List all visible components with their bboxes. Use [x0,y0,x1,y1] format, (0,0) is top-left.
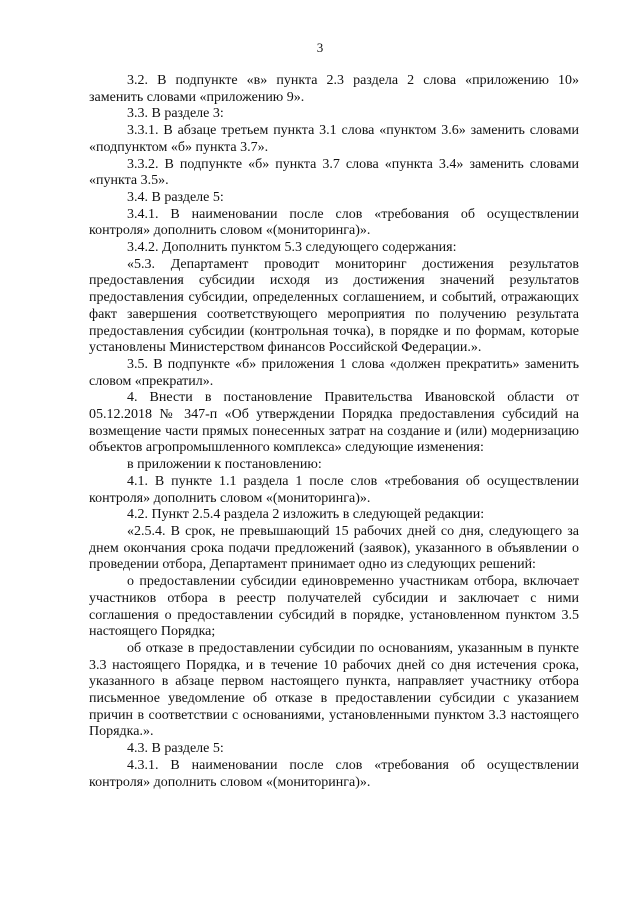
paragraph-3-3: 3.3. В разделе 3: [127,106,224,122]
paragraph-5-3-quote: «5.3. Департамент проводит мониторинг достижения результатов предоставления субсидии исходя из достижения значений результатов предоставления субсидии, определенных соглашением, и событий, отражающих факт завершения соответствующего мероприятия по получению результата предоставления субсидии (контрольная точка), в порядке и по формам, которые установлены Министерством финансов Российской Федерации.». [89,256,579,356]
paragraph-4-2: 4.2. Пункт 2.5.4 раздела 2 изложить в следующей редакции: [127,507,485,523]
paragraph-3-4-1: 3.4.1. В наименовании после слов «требования об осуществлении контроля» дополнить словом «(мониторинга)». [89,206,579,239]
paragraph-3-4: 3.4. В разделе 5: [127,189,224,205]
paragraph-in-appendix: в приложении к постановлению: [127,457,322,473]
document-body [89,73,579,791]
paragraph-4-3-1: 4.3.1. В наименовании после слов «требования об осуществлении контроля» дополнить словом «(мониторинга)». [89,757,579,790]
paragraph-4-1: 4.1. В пункте 1.1 раздела 1 после слов «требования об осуществлении контроля» дополнить словом «(мониторинга)». [89,473,579,506]
paragraph-2-5-4-quote: «2.5.4. В срок, не превышающий 15 рабочих дней со дня, следующего за днем окончания срока подачи предложений (заявок), указанного в объявлении о проведении отбора, Департамент принимает одно из следующих решений: [89,523,579,573]
paragraph-3-5: 3.5. В подпункте «б» приложения 1 слова «должен прекратить» заменить словом «прекратил». [89,356,579,389]
page-number: 3 [316,40,324,55]
paragraph-3-4-2: 3.4.2. Дополнить пунктом 5.3 следующего содержания: [127,240,457,256]
paragraph-3-3-1: 3.3.1. В абзаце третьем пункта 3.1 слова «пунктом 3.6» заменить словами «подпунктом «б» пункта 3.7». [89,123,579,155]
paragraph-on-granting: о предоставлении субсидии единовременно участникам отбора, включает участников отбора в реестр получателей субсидии и заключает с ними соглашения о предоставлении субсидий в порядке, установленном пунктом 3.5 настоящего Порядка; [89,574,579,640]
paragraph-4-3: 4.3. В разделе 5: [127,741,224,757]
paragraph-4: 4. Внести в постановление Правительства Ивановской области от 05.12.2018 № 347-п «Об утверждении Порядка предоставления субсидий на возмещение части прямых понесенных затрат на создание и (или) модернизацию объектов агропромышленного комплекса» следующие изменения: [89,390,579,456]
paragraph-3-2: 3.2. В подпункте «в» пункта 2.3 раздела 2 слова «приложению 10» заменить словами «приложению 9». [89,73,579,105]
paragraph-3-3-2: 3.3.2. В подпункте «б» пункта 3.7 слова «пункта 3.4» заменить словами «пункта 3.5». [89,156,579,189]
paragraph-on-refusal: об отказе в предоставлении субсидии по основаниям, указанным в пункте 3.3 настоящего Порядка, и в течение 10 рабочих дней со дня истечения срока, указанного в абзаце первом настоящего пункта, направляет участнику отбора письменное уведомление об отказе в предоставлении субсидии с указанием причин в соответствии с основаниями, установленными пунктом 3.3 настоящего Порядка.». [89,640,579,740]
